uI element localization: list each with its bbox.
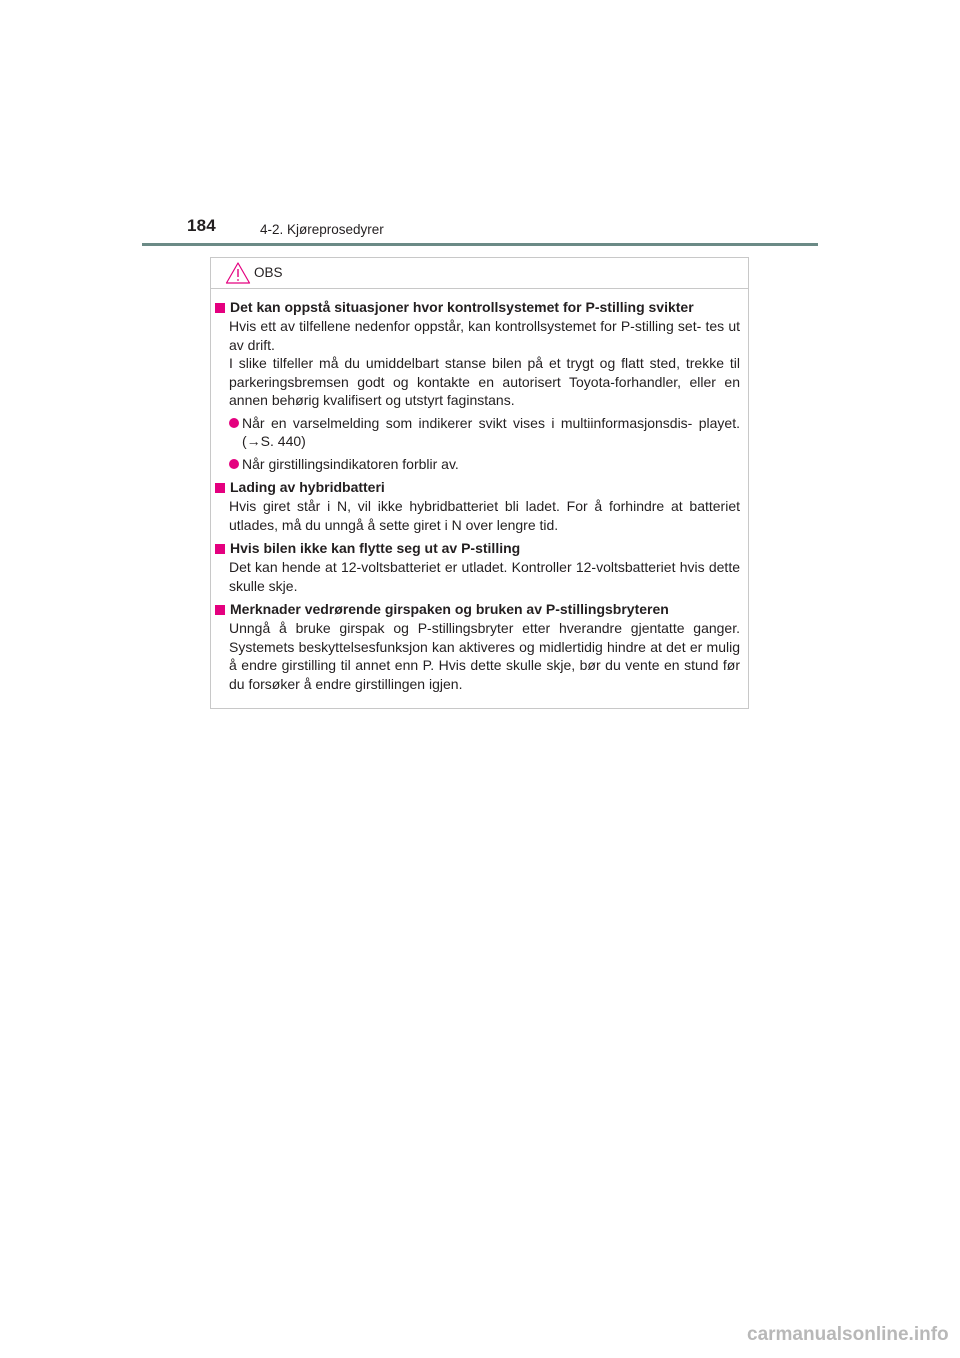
item-title <box>212 600 748 619</box>
warning-label: OBS <box>254 265 283 280</box>
item-title-text: Hvis bilen ikke kan flytte seg ut av P-stilling <box>230 540 521 556</box>
round-bullet-icon <box>229 418 239 428</box>
square-bullet-icon <box>215 544 225 554</box>
round-bullet-icon <box>229 459 239 469</box>
warning-box <box>210 257 749 709</box>
square-bullet-icon <box>215 483 225 493</box>
bullet-text: Når girstillingsindikatoren forblir av. <box>242 455 459 472</box>
warning-item <box>211 478 748 534</box>
square-bullet-icon <box>215 605 225 615</box>
item-title-text: Lading av hybridbatteri <box>230 479 385 495</box>
item-title <box>212 298 748 317</box>
page-number: 184 <box>187 216 216 235</box>
bullet-item <box>229 455 740 474</box>
item-paragraph: Det kan hende at 12-voltsbatteriet er utladet. Kontroller 12-voltsbatteriet hvis dette skulle skje. <box>229 559 740 594</box>
header-rule <box>142 243 818 246</box>
bullet-text: Når en varselmelding som indikerer svikt vises i multiinformasjonsdis- playet. (→S. 440) <box>242 414 740 449</box>
warning-item <box>211 298 748 473</box>
warning-item <box>211 600 748 693</box>
item-title <box>212 539 748 558</box>
item-paragraph: Unngå å bruke girspak og P-stillingsbryter etter hverandre gjentatte ganger. Systemets beskyttelsesfunksjon kan aktiveres og midlertidig hindre at det er mulig å endre girstilling til annet enn P. Hvis dette skulle skje, bør du vente en stund før du forsøker å endre girstillingen igjen. <box>229 620 740 692</box>
warning-box-header <box>211 258 748 289</box>
square-bullet-icon <box>215 303 225 313</box>
item-paragraph: Hvis ett av tilfellene nedenfor oppstår, kan kontrollsystemet for P-stilling set- tes ut av drift. <box>229 318 740 353</box>
item-title-text: Det kan oppstå situasjoner hvor kontrollsystemet for P-stilling svikter <box>230 299 694 315</box>
watermark: carmanualsonline.info <box>747 1324 949 1345</box>
warning-triangle-icon <box>225 261 251 285</box>
section-title: 4-2. Kjøreprosedyrer <box>260 222 384 237</box>
item-paragraph: I slike tilfeller må du umiddelbart stanse bilen på et trygt og flatt sted, trekke til parkeringsbremsen godt og kontakte en autorisert Toyota-forhandler, eller en annen behørig kvalifisert og utstyrt faginstans. <box>229 355 740 408</box>
item-paragraph: Hvis giret står i N, vil ikke hybridbatteriet bli ladet. For å forhindre at batteriet utlades, må du unngå å sette giret i N over lengre tid. <box>229 498 740 533</box>
warning-item <box>211 539 748 595</box>
bullet-item <box>229 414 740 451</box>
item-title-text: Merknader vedrørende girspaken og bruken av P-stillingsbryteren <box>230 601 669 617</box>
warning-content <box>211 298 748 698</box>
item-title <box>212 478 748 497</box>
